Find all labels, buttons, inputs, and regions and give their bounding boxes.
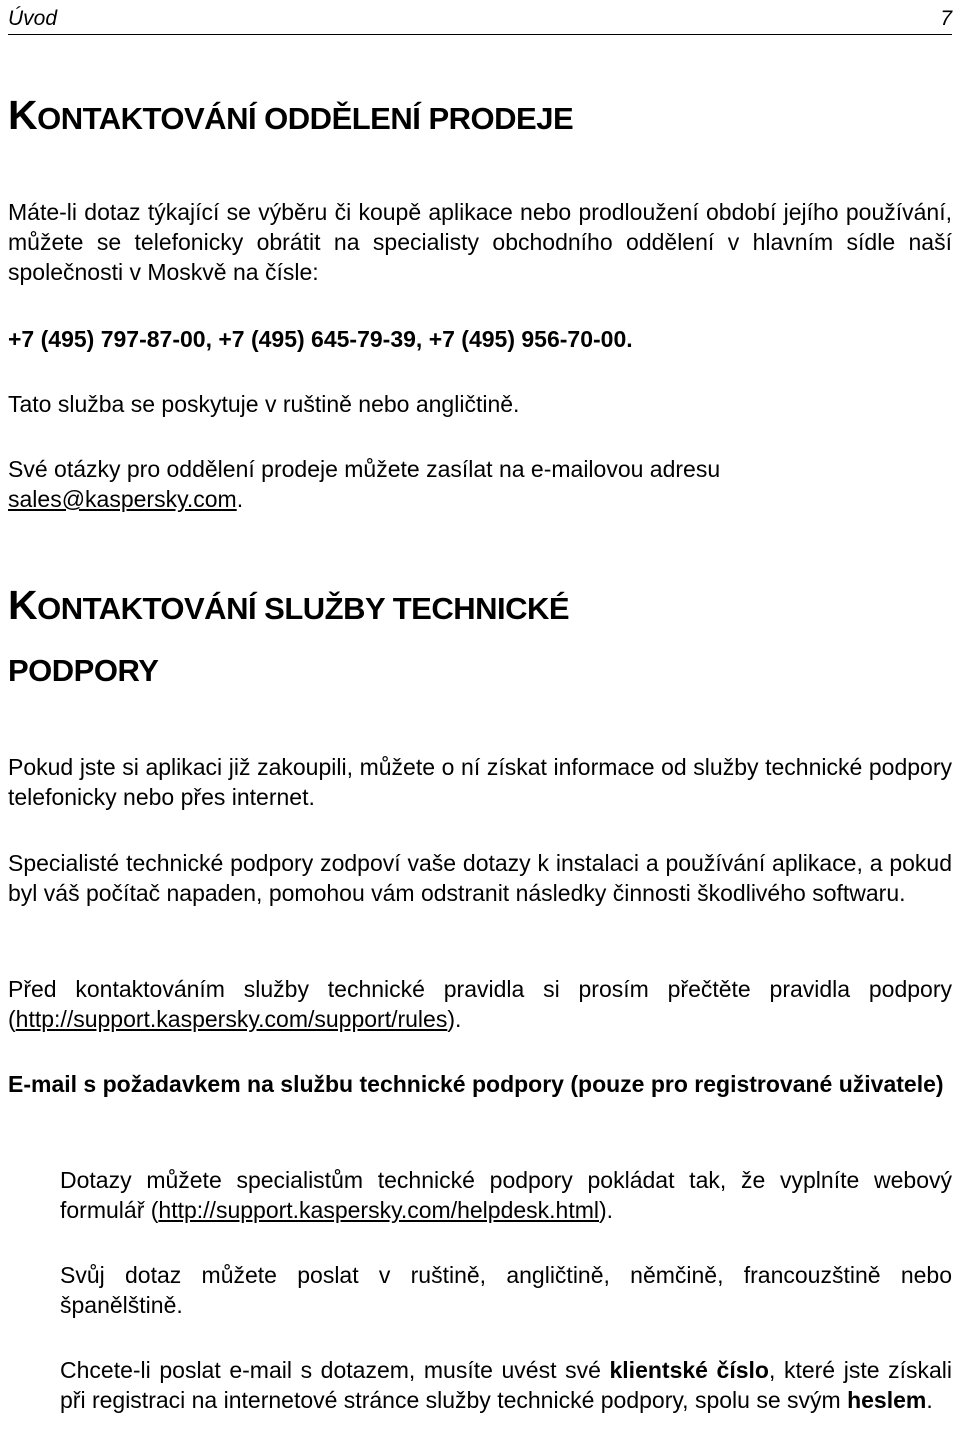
sales-phone-numbers: [8, 324, 952, 354]
sales-intro-paragraph: Máte-li dotaz týkající se výběru či koupě aplikace nebo prodloužení období jejího používání, můžete se telefonicky obrátit na specialisty obchodního oddělení v hlavním sídle naší společnosti v Moskvě na čísle:: [8, 199, 952, 285]
support-rules-text: Před kontaktováním služby technické pravidla si prosím přečtěte pravidla podpory (: [8, 976, 952, 1032]
heading-rest: ONTAKTOVÁNÍ ODDĚLENÍ PRODEJE: [37, 101, 574, 136]
phone-separator: ,: [415, 326, 429, 352]
support-paragraph-3: [8, 974, 952, 1034]
header-section-title: Úvod: [8, 7, 58, 30]
header-page-number: 7: [940, 7, 952, 30]
helpdesk-link[interactable]: http://support.kaspersky.com/helpdesk.html: [158, 1197, 600, 1223]
sales-languages-paragraph: Tato služba se poskytuje v ruštině nebo angličtině.: [8, 391, 520, 417]
email-item-1: [60, 1165, 952, 1225]
phone-number: +7 (495) 645-79-39: [218, 326, 416, 352]
support-rules-end: ).: [447, 1006, 462, 1032]
support-paragraph-1: Pokud jste si aplikaci již zakoupili, můžete o ní získat informace od služby technické podpory telefonicky nebo přes internet.: [8, 754, 952, 810]
running-header: [8, 4, 952, 35]
client-number-text: Chcete-li poslat e-mail s dotazem, musíte uvést své: [60, 1357, 610, 1383]
sales-email-link[interactable]: sales@kaspersky.com: [8, 486, 237, 512]
email-item-3: [60, 1355, 952, 1415]
phone-number: +7 (495) 956-70-00: [428, 326, 627, 352]
heading-support-contact-line2: PODPORY: [8, 653, 159, 688]
client-number-text-cont: , které jste získali při registraci na internetové stránce služby technické podpory, spolu se svým: [60, 1357, 953, 1413]
support-rules-link[interactable]: http://support.kaspersky.com/support/rules: [15, 1006, 448, 1032]
support-paragraph-2: Specialisté technické podpory zodpoví vaše dotazy k instalaci a používání aplikace, a pokud byl váš počítač napaden, pomohou vám odstranit následky činnosti škodlivého softwaru.: [8, 850, 952, 906]
phone-number: +7 (495) 797-87-00: [8, 326, 206, 352]
email-item-2: Svůj dotaz můžete poslat v ruštině, angličtině, němčině, francouzštině nebo španělštině.: [60, 1262, 952, 1318]
sales-email-text: Své otázky pro oddělení prodeje můžete zasílat na e-mailovou adresu: [8, 456, 721, 482]
phone-separator: ,: [205, 326, 219, 352]
heading-initial: K: [8, 92, 38, 138]
email-request-heading: E-mail s požadavkem na službu technické podpory (pouze pro registrované uživatele): [8, 1071, 944, 1097]
helpdesk-text: Dotazy můžete specialistům technické podpory pokládat tak, že vyplníte webový formulář (: [60, 1167, 952, 1223]
heading-initial: K: [8, 582, 38, 628]
client-number-term: klientské číslo: [609, 1357, 769, 1383]
heading-rest: ONTAKTOVÁNÍ SLUŽBY TECHNICKÉ: [37, 591, 570, 626]
sales-email-end: .: [236, 486, 244, 512]
password-term: heslem: [847, 1387, 927, 1413]
phone-end: .: [626, 326, 633, 352]
heading-sales-contact: [8, 77, 952, 157]
sales-email-paragraph: [8, 454, 952, 514]
client-number-end: .: [926, 1387, 933, 1413]
helpdesk-end: ).: [599, 1197, 614, 1223]
